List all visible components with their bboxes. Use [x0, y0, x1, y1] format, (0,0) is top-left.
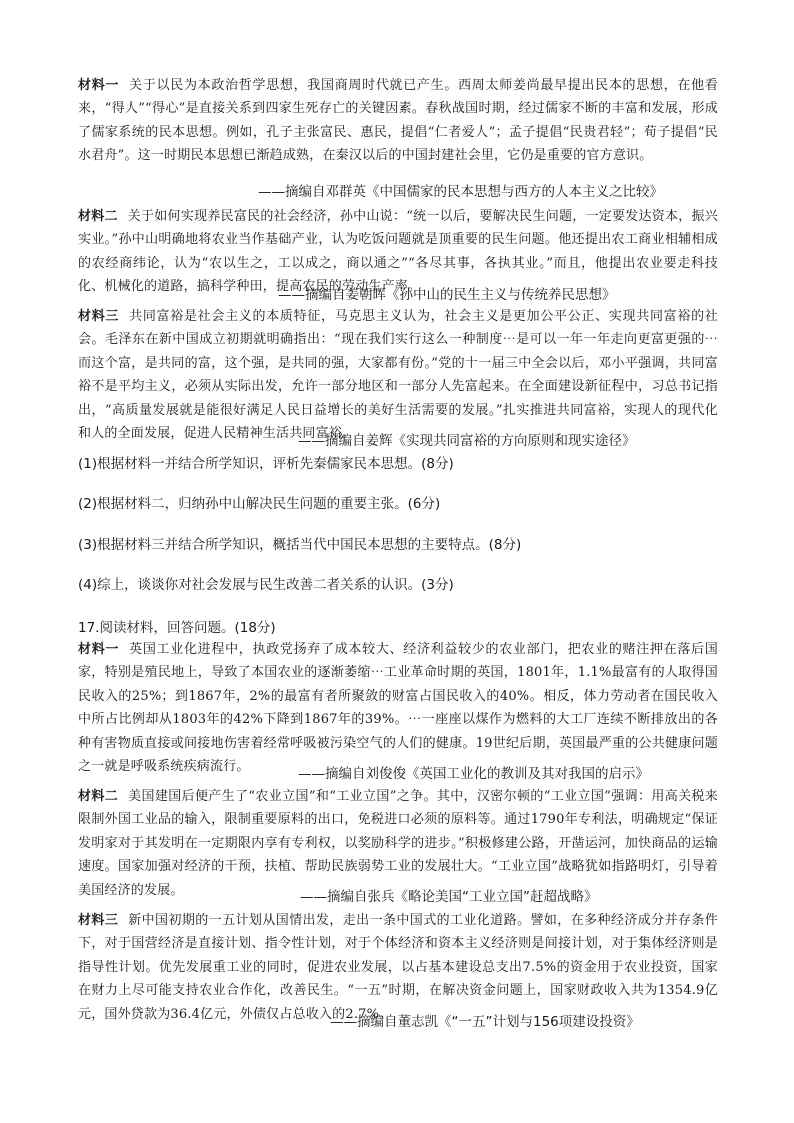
- material-label: 材料一: [78, 78, 120, 93]
- q16-material-3-source: ——摘编自姜辉《实现共同富裕的方向原则和现实途径》: [298, 433, 636, 449]
- material-label: 材料三: [78, 913, 119, 928]
- q16-material-1: [78, 74, 718, 168]
- material-label: 材料一: [78, 642, 120, 657]
- material-text: 关于以民为本政治哲学思想，我国商周时代就已产生。西周太师姜尚最早提出民本的思想，在他看来，“得人”“得心”是直接关系到四家生死存亡的关键因素。春秋战国时期，经过儒家不断的丰富和发展，形成了儒家系统的民本思想。例如，孔子主张富民、惠民，提倡“仁者爱人”；孟子提倡“民贵君轻”；荀子提倡“民水君舟”。这一时期民本思想已渐趋成熟，在秦汉以后的中国封建社会里，它仍是重要的官方意识。: [78, 78, 718, 164]
- q17-material-3: [78, 909, 718, 1026]
- material-text: 共同富裕是社会主义的本质特征，马克思主义认为，社会主义是更加公平公正、实现共同富裕的社会。毛泽东在新中国成立初期就明确指出：“现在我们实行这么一种制度⋯是可以一年一年走向更富更强的⋯而这个富，是共同的富，这个强，是共同的强，大家都有份。”党的十一届三中全会以后，邓小平强调，共同富裕不是平均主义，必须从实际出发，允许一部分地区和一部分人先富起来。在全面建设新征程中，习总书记指出，“高质量发展就是能很好满足人民日益增长的美好生活需要的发展。”扎实推进共同富裕，实现人的现代化和人的全面发展，促进人民精神生活共同富裕。: [78, 309, 718, 442]
- material-text: 美国建国后便产生了“农业立国”和“工业立国”之争。其中，汉密尔顿的“工业立国”强调：用高关税来限制外国工业品的输入，限制重要原料的出口，免税进口必须的原料等。通过1790年专利法，明确规定“保证发明家对于其发明在一定期限内享有专利权，以奖励科学的进步。”积极修建公路，开凿运河，加快商品的运输速度。国家加强对经济的干预，扶植、帮助民族弱势工业的发展壮大。“工业立国”战略犹如指路明灯，引导着美国经济的发展。: [78, 789, 718, 898]
- material-label: 材料三: [78, 309, 120, 324]
- q17-material-2-source: ——摘编自张兵《略论美国“工业立国”赶超战略》: [300, 889, 598, 905]
- material-label: 材料二: [78, 209, 118, 224]
- material-text: 关于如何实现养民富民的社会经济，孙中山说：“统一以后，要解决民生问题，一定要发达资本，振兴实业。”孙中山明确地将农业当作基础产业，认为吃饭问题就是顶重要的民生问题。他还提出农工商业相辅相成的农经商纬论，认为“农以生之，工以成之，商以通之”“各尽其事，各执其业。”而且，他提出农业要走科技化、机械化的道路，搞科学种田，提高农民的劳动生产率。: [78, 209, 718, 295]
- q17-material-1-source: ——摘编自刘俊俊《英国工业化的教训及其对我国的启示》: [298, 766, 649, 782]
- material-text: 新中国初期的一五计划从国情出发，走出一条中国式的工业化道路。譬如，在多种经济成分并存条件下，对于国营经济是直接计划、指令性计划，对于个体经济和资本主义经济则是间接计划，对于集体经济则是指导性计划。优先发展重工业的同时，促进农业发展，以占基本建设总支出7.5%的资金用于农业投资，国家在财力上尽可能支持农业合作化，改善民生。“一五”时期，在解决资金问题上，国家财政收入共为1354.9亿元，国外贷款为36.4亿元，外债仅占总收入的2.7%。: [78, 913, 718, 1022]
- q16-material-3: [78, 305, 718, 445]
- q16-material-2-source: ——摘编自姜朝晖《孙中山的民生主义与传统养民思想》: [278, 287, 616, 303]
- question-17-heading: 17.阅读材料，回答问题。(18分): [78, 620, 276, 636]
- material-text: 英国工业化进程中，执政党扬弃了成本较大、经济利益较少的农业部门，把农业的赌注押在落后国家，特别是殖民地上，导致了本国农业的逐渐萎缩⋯工业革命时期的英国，1801年，1.1%最富有的人取得国民收入的25%；到1867年，2%的最富有者所聚敛的财富占国民收入的40%。相反，体力劳动者在国民收入中所占比例却从1803年的42%下降到1867年的39%。⋯一座座以煤作为燃料的大工厂连续不断排放出的各种有害物质直接或间接地伤害着经常呼吸被污染空气的人们的健康。19世纪后期，英国最严重的公共健康问题之一就是呼吸系统疾病流行。: [78, 642, 718, 775]
- question-16-3: (3)根据材料三并结合所学知识，概括当代中国民本思想的主要特点。(8分): [78, 537, 522, 553]
- question-16-4: (4)综上，谈谈你对社会发展与民生改善二者关系的认识。(3分): [78, 577, 454, 593]
- material-label: 材料二: [78, 789, 119, 804]
- question-16-1: (1)根据材料一并结合所学知识，评析先秦儒家民本思想。(8分): [78, 456, 454, 472]
- q16-material-1-source: ——摘编自邓群英《中国儒家的民本思想与西方的人本主义之比较》: [258, 184, 663, 200]
- question-16-2: (2)根据材料二，归纳孙中山解决民生问题的重要主张。(6分): [78, 496, 441, 512]
- q17-material-2: [78, 785, 718, 902]
- q17-material-1: [78, 638, 718, 778]
- q17-material-3-source: ——摘编自董志凯《“一五”计划与156项建设投资》: [330, 1014, 640, 1030]
